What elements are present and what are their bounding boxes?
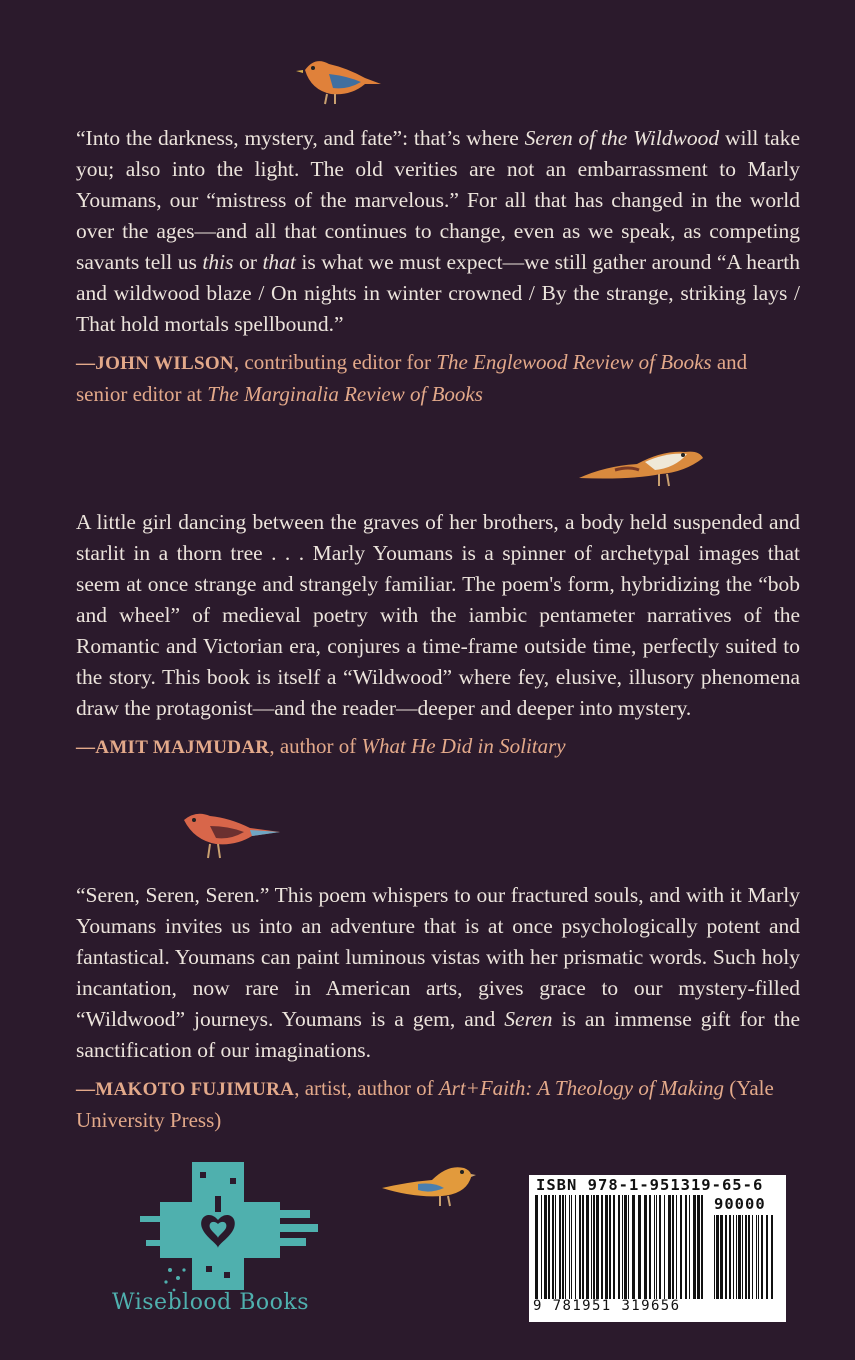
barcode-bar [565, 1195, 566, 1299]
author-name: —MAKOTO FUJIMURA [76, 1079, 295, 1100]
barcode-bar [632, 1195, 635, 1299]
barcode-bar [693, 1195, 696, 1299]
barcode-bar [752, 1215, 753, 1299]
price-barcode-bars [714, 1215, 778, 1299]
barcode-bar [649, 1195, 651, 1299]
barcode-bar [562, 1195, 564, 1299]
barcode-bar [659, 1195, 661, 1299]
author-name: —AMIT MAJMUDAR [76, 737, 270, 758]
price-code: 90000 [714, 1195, 766, 1213]
barcode-bar [654, 1195, 655, 1299]
author-credit: , artist, author of Art+Faith: A Theology of Making (Yale University Press) [76, 1076, 774, 1132]
barcode-bar [622, 1195, 623, 1299]
barcode-bar [742, 1215, 743, 1299]
barcode-bar [582, 1195, 584, 1299]
barcode-bar [541, 1195, 542, 1299]
barcode-bar [596, 1195, 599, 1299]
barcode-bar [664, 1195, 665, 1299]
blurb-text: “Into the darkness, mystery, and fate”: that’s where Seren of the Wildwood will take you; also into the light. The old verities are not an embarrassment to Marly Youmans, our “mistress of the marvelous.” For all that has changed in the world over the ages—and all that continues to change, even as we speak, as competing savants tell us this or that is what we must expect—we still gather around “A hearth and wildwood blaze / On nights in winter crowned / By the strange, striking lays / That hold mortals spellbound.” [76, 126, 800, 336]
barcode-bar [716, 1215, 719, 1299]
barcode-bar [555, 1195, 556, 1299]
blurb-text: A little girl dancing between the graves of her brothers, a body held suspended and starlit in a thorn tree . . . Marly Youmans is a spinner of archetypal images that seem at once strange and strangely familiar. The poem's form, hybridizing the “bob and wheel” of medieval poetry with the iambic pentameter narratives of the Romantic and Victorian era, conjures a time-frame outside time, perfectly suited to the story. This book is itself a “Wildwood” where fey, elusive, illusory phenomena draw the protagonist—and the reader—deeper and deeper into mystery. [76, 510, 800, 720]
barcode-bar [689, 1195, 690, 1299]
barcode [529, 1175, 786, 1322]
barcode-bar [766, 1215, 768, 1299]
barcode-bar [676, 1195, 677, 1299]
barcode-bar [738, 1215, 741, 1299]
isbn-barcode-bars [535, 1195, 705, 1299]
barcode-bar [745, 1215, 747, 1299]
barcode-bar [552, 1195, 554, 1299]
barcode-bar [668, 1195, 671, 1299]
barcode-bar [579, 1195, 581, 1299]
author-credit: , contributing editor for The Englewood Review of Books and senior editor at The Marginalia Review of Books [76, 350, 748, 406]
barcode-bar [748, 1215, 750, 1299]
barcode-bar [701, 1195, 703, 1299]
barcode-bar [714, 1215, 715, 1299]
barcode-bar [733, 1215, 734, 1299]
barcode-bar [624, 1195, 627, 1299]
barcode-bar [548, 1195, 550, 1299]
barcode-bar [571, 1195, 572, 1299]
barcode-bar [736, 1215, 737, 1299]
barcode-bar [601, 1195, 603, 1299]
barcode-bar [756, 1215, 757, 1299]
barcode-bar [613, 1195, 615, 1299]
barcode-bar [771, 1215, 773, 1299]
attribution [76, 347, 800, 409]
bird-icon [378, 1158, 476, 1210]
bird-icon [180, 808, 282, 862]
barcode-bar [591, 1195, 592, 1299]
barcode-bar [618, 1195, 620, 1299]
barcode-bar [729, 1215, 731, 1299]
blurb-2 [76, 507, 800, 763]
blurb-text: “Seren, Seren, Seren.” This poem whispers to our fractured souls, and with it Marly Youmans invites us into an adventure that is at once psychologically potent and fantastical. Youmans can paint luminous vistas with her prismatic words. Such holy incantation, now rare in American arts, gives grace to our mystery-filled “Wildwood” journeys. Youmans is a gem, and Seren is an immense gift for the sanctification of our imaginations. [76, 883, 800, 1062]
blurb-1 [76, 123, 800, 409]
barcode-bar [559, 1195, 561, 1299]
barcode-bar [605, 1195, 608, 1299]
barcode-bar [628, 1195, 629, 1299]
attribution [76, 731, 800, 763]
barcode-bar [638, 1195, 641, 1299]
barcode-bar [644, 1195, 647, 1299]
author-name: —JOHN WILSON [76, 353, 234, 374]
barcode-bar [680, 1195, 682, 1299]
author-credit: , author of What He Did in Solitary [269, 734, 566, 758]
barcode-bar [685, 1195, 687, 1299]
barcode-bar [575, 1195, 576, 1299]
barcode-bar [569, 1195, 570, 1299]
publisher-name: Wiseblood Books [112, 1290, 310, 1315]
barcode-bar [609, 1195, 611, 1299]
barcode-digits: 9 781951 319656 [533, 1298, 681, 1314]
attribution [76, 1073, 800, 1135]
bird-icon [575, 436, 707, 492]
barcode-bar [720, 1215, 723, 1299]
barcode-bar [656, 1195, 657, 1299]
barcode-bar [725, 1215, 727, 1299]
bird-icon [295, 50, 385, 108]
barcode-bar [672, 1195, 674, 1299]
blurb-3 [76, 880, 800, 1135]
isbn-label: ISBN 978-1-951319-65-6 [536, 1176, 764, 1194]
barcode-bar [697, 1195, 700, 1299]
barcode-bar [761, 1215, 763, 1299]
barcode-bar [535, 1195, 538, 1299]
barcode-bar [586, 1195, 589, 1299]
barcode-bar [544, 1195, 547, 1299]
barcode-bar [758, 1215, 759, 1299]
barcode-bar [593, 1195, 595, 1299]
